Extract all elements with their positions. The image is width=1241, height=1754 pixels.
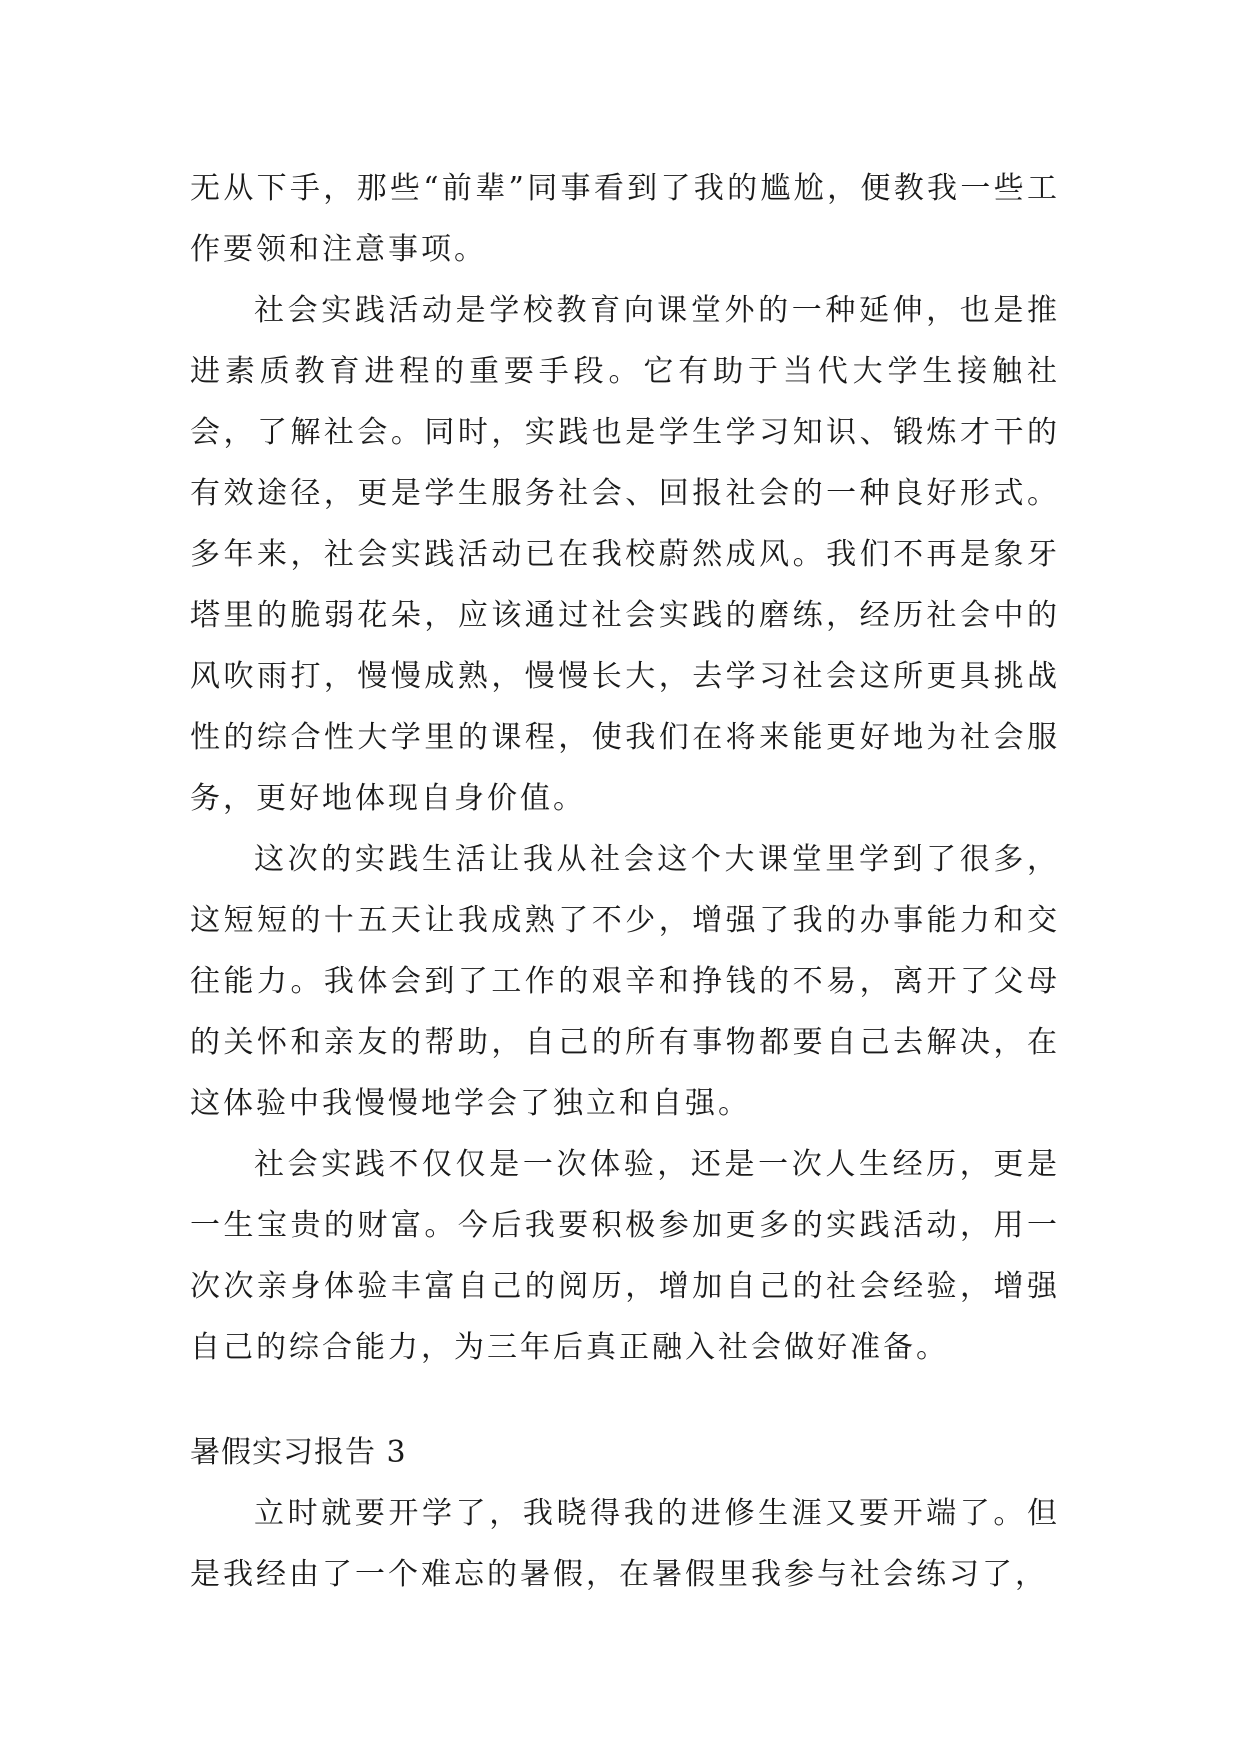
paragraph-school-start: 立时就要开学了，我晓得我的进修生涯又要开端了。但是我经由了一个难忘的暑假，在暑假里我参与社会练习了， <box>190 1496 1060 1592</box>
paragraph-experience-wealth: 社会实践不仅仅是一次体验，还是一次人生经历，更是一生宝贵的财富。今后我要积极参加更多的实践活动，用一次次亲身体验丰富自己的阅历，增加自己的社会经验，增强自己的综合能力，为三年后真正融入社会做好准备。 <box>190 1147 1060 1365</box>
paragraph-practice-life: 这次的实践生活让我从社会这个大课堂里学到了很多，这短短的十五天让我成熟了不少，增强了我的办事能力和交往能力。我体会到了工作的艰辛和挣钱的不易，离开了父母的关怀和亲友的帮助，自己的所有事物都要自己去解决，在这体验中我慢慢地学会了独立和自强。 <box>190 842 1060 1121</box>
paragraph-social-practice: 社会实践活动是学校教育向课堂外的一种延伸，也是推进素质教育进程的重要手段。它有助于当代大学生接触社会，了解社会。同时，实践也是学生学习知识、锻炼才干的有效途径，更是学生服务社会、回报社会的一种良好形式。多年来，社会实践活动已在我校蔚然成风。我们不再是象牙塔里的脆弱花朵，应该通过社会实践的磨练，经历社会中的风吹雨打，慢慢成熟，慢慢长大，去学习社会这所更具挑战性的综合性大学里的课程，使我们在将来能更好地为社会服务，更好地体现自身价值。 <box>190 293 1060 816</box>
section-heading: 暑假实习报告 3 <box>190 1435 407 1470</box>
document-body <box>190 158 1060 1605</box>
paragraph-continuation: 无从下手，那些“前辈”同事看到了我的尴尬，便教我一些工作要领和注意事项。 <box>190 171 1060 267</box>
